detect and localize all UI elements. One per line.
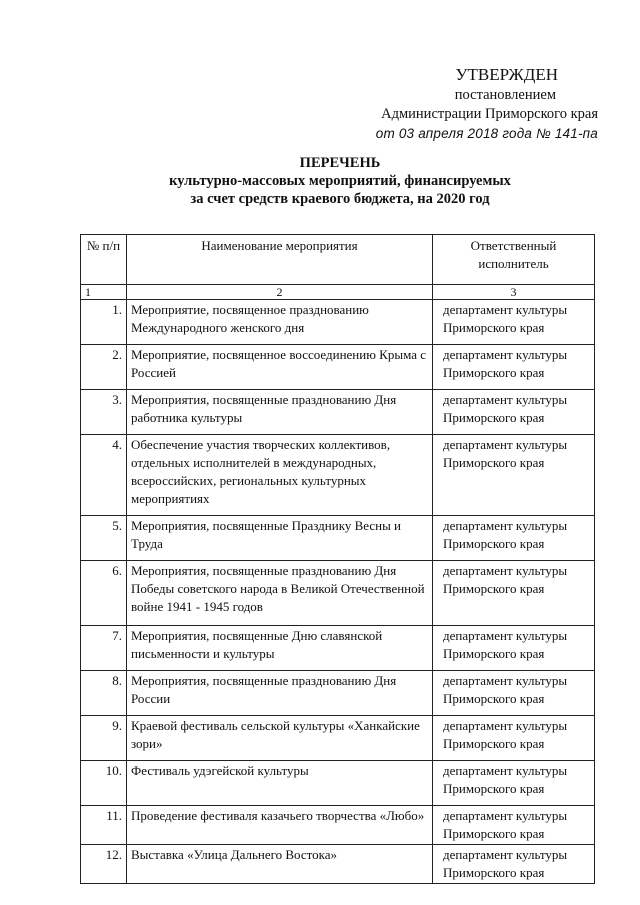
event-name: Выставка «Улица Дальнего Востока» <box>127 845 433 884</box>
responsible-executor: департамент культуры Приморского края <box>433 626 595 671</box>
event-name: Мероприятия, посвященные празднованию Дня работника культуры <box>127 390 433 435</box>
responsible-executor: департамент культуры Приморского края <box>433 516 595 561</box>
event-name: Проведение фестиваля казачьего творчества «Любо» <box>127 806 433 845</box>
title-line-2: культурно-массовых мероприятий, финансируемых <box>169 173 511 189</box>
table-row <box>81 845 595 884</box>
approval-by: постановлением <box>454 87 556 103</box>
table-row <box>81 345 595 390</box>
row-number: 7. <box>81 626 127 671</box>
column-index: 1 <box>81 285 127 300</box>
approval-block <box>360 64 620 143</box>
table-row <box>81 390 595 435</box>
table-header-row <box>81 235 595 285</box>
header-num: № п/п <box>81 235 127 285</box>
row-number: 5. <box>81 516 127 561</box>
approval-date-number: от 03 апреля 2018 года № 141-па <box>375 126 598 141</box>
events-table <box>80 234 595 884</box>
responsible-executor: департамент культуры Приморского края <box>433 845 595 884</box>
header-resp: Ответственный исполнитель <box>433 235 595 285</box>
table-row <box>81 716 595 761</box>
table-row <box>81 435 595 516</box>
table-row <box>81 626 595 671</box>
table-row <box>81 561 595 626</box>
document-title <box>40 154 640 208</box>
event-name: Мероприятия, посвященные празднованию Дня России <box>127 671 433 716</box>
row-number: 4. <box>81 435 127 516</box>
responsible-executor: департамент культуры Приморского края <box>433 716 595 761</box>
header-name: Наименование мероприятия <box>127 235 433 285</box>
table-row <box>81 300 595 345</box>
title-line-3: за счет средств краевого бюджета, на 2020 год <box>190 191 490 207</box>
event-name: Мероприятия, посвященные Дню славянской письменности и культуры <box>127 626 433 671</box>
row-number: 1. <box>81 300 127 345</box>
event-name: Краевой фестиваль сельской культуры «Ханкайские зори» <box>127 716 433 761</box>
responsible-executor: департамент культуры Приморского края <box>433 390 595 435</box>
responsible-executor: департамент культуры Приморского края <box>433 345 595 390</box>
table-row <box>81 806 595 845</box>
event-name: Мероприятие, посвященное празднованию Международного женского дня <box>127 300 433 345</box>
event-name: Фестиваль удэгейской культуры <box>127 761 433 806</box>
row-number: 10. <box>81 761 127 806</box>
responsible-executor: департамент культуры Приморского края <box>433 806 595 845</box>
event-name: Мероприятия, посвященные Празднику Весны и Труда <box>127 516 433 561</box>
responsible-executor: департамент культуры Приморского края <box>433 761 595 806</box>
responsible-executor: департамент культуры Приморского края <box>433 561 595 626</box>
column-index: 2 <box>127 285 433 300</box>
row-number: 8. <box>81 671 127 716</box>
row-number: 3. <box>81 390 127 435</box>
row-number: 6. <box>81 561 127 626</box>
responsible-executor: департамент культуры Приморского края <box>433 300 595 345</box>
table-row <box>81 761 595 806</box>
column-index: 3 <box>433 285 595 300</box>
approval-title: УТВЕРЖДЕН <box>455 65 558 84</box>
event-name: Мероприятия, посвященные празднованию Дня Победы советского народа в Великой Отечественной войне 1941 - 1945 годов <box>127 561 433 626</box>
responsible-executor: департамент культуры Приморского края <box>433 435 595 516</box>
approval-authority: Администрации Приморского края <box>381 106 598 122</box>
row-number: 2. <box>81 345 127 390</box>
table-row <box>81 671 595 716</box>
responsible-executor: департамент культуры Приморского края <box>433 671 595 716</box>
table-row <box>81 516 595 561</box>
event-name: Обеспечение участия творческих коллективов, отдельных исполнителей в международных, всероссийских, региональных культурных мероприятиях <box>127 435 433 516</box>
event-name: Мероприятие, посвященное воссоединению Крыма с Россией <box>127 345 433 390</box>
row-number: 9. <box>81 716 127 761</box>
column-index-row <box>81 285 595 300</box>
table-body <box>81 285 595 884</box>
row-number: 12. <box>81 845 127 884</box>
row-number: 11. <box>81 806 127 845</box>
title-line-1: ПЕРЕЧЕНЬ <box>299 155 381 171</box>
